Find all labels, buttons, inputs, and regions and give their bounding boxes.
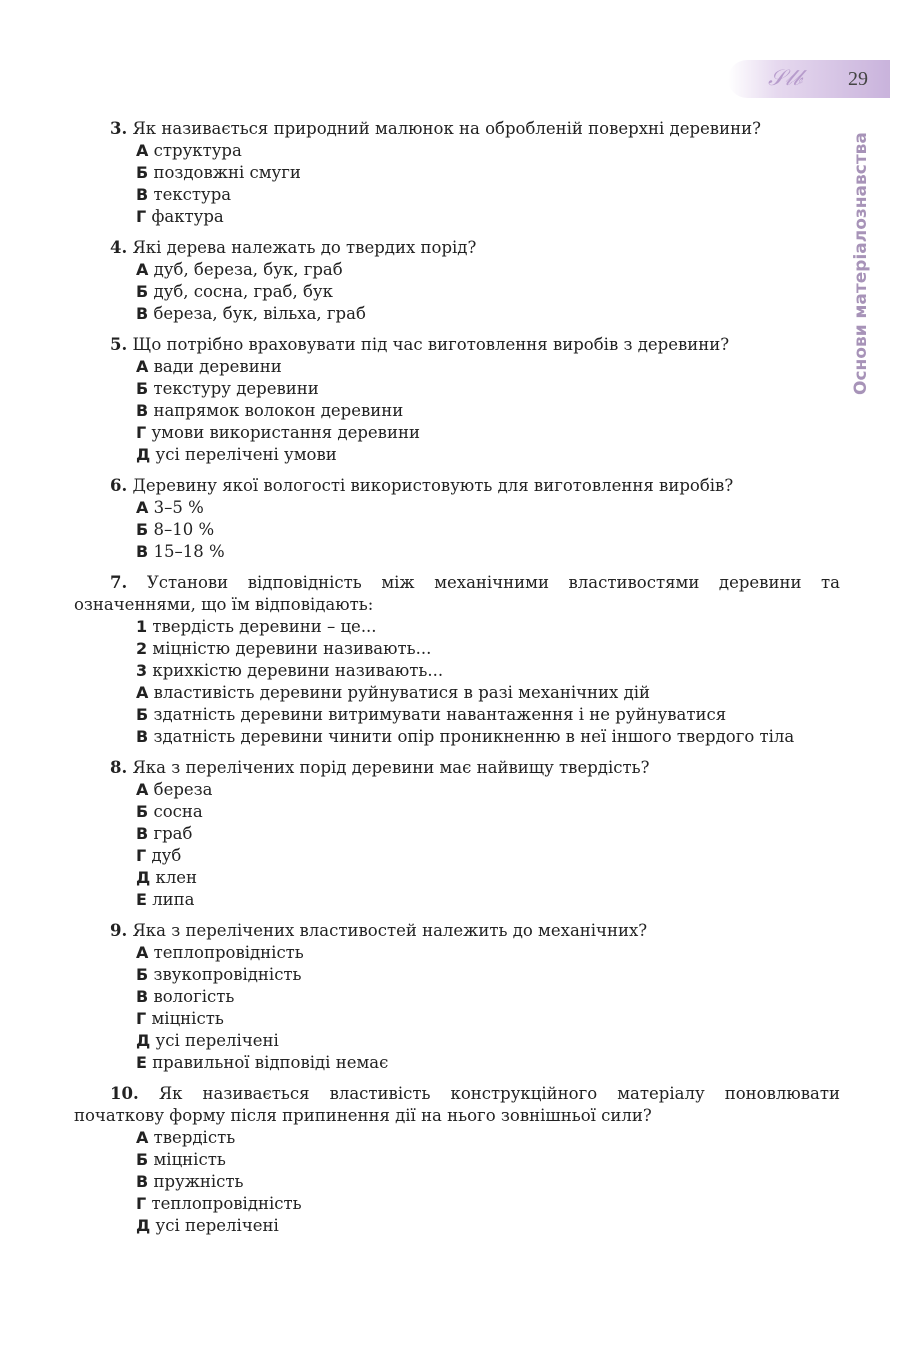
option-letter: Б <box>136 282 149 301</box>
answer-options <box>74 497 840 563</box>
option-text: властивість деревини руйнуватися в разі механічних дій <box>153 683 651 702</box>
question-number: 3. <box>110 119 128 138</box>
questions-list <box>74 118 840 1246</box>
option-letter: А <box>136 943 149 962</box>
option-text: поздовжні смуги <box>153 163 301 182</box>
answer-option <box>136 184 840 206</box>
answer-option <box>136 206 840 228</box>
answer-options <box>74 140 840 228</box>
option-letter: Б <box>136 163 149 182</box>
answer-option <box>136 303 840 325</box>
option-text: текстура <box>153 185 232 204</box>
question-body: Деревину якої вологості використовують для виготовлення виробів? <box>132 476 734 495</box>
option-letter: 3 <box>136 661 148 680</box>
question-item <box>74 757 840 911</box>
question-text <box>74 334 840 356</box>
decorative-swirl-icon: 𝒮𝓁𝒷 <box>768 66 802 91</box>
question-item <box>74 237 840 325</box>
option-letter: Б <box>136 379 149 398</box>
question-item <box>74 475 840 563</box>
option-text: міцність <box>151 1009 224 1028</box>
option-text: усі перелічені умови <box>155 445 337 464</box>
answer-option <box>136 444 840 466</box>
answer-option <box>136 1171 840 1193</box>
option-text: береза, бук, вільха, граб <box>153 304 366 323</box>
answer-option <box>136 986 840 1008</box>
option-letter: Г <box>136 1194 147 1213</box>
answer-option <box>136 638 840 660</box>
question-body: Установи відповідність між механічними властивостями деревини та означеннями, що їм відповідають: <box>74 573 840 614</box>
option-letter: Б <box>136 1150 149 1169</box>
question-text <box>74 1083 840 1127</box>
answer-option <box>136 259 840 281</box>
answer-option <box>136 964 840 986</box>
answer-option <box>136 1127 840 1149</box>
option-letter: Д <box>136 868 151 887</box>
option-letter: Д <box>136 1031 151 1050</box>
option-letter: Б <box>136 520 149 539</box>
answer-option <box>136 162 840 184</box>
option-text: клен <box>155 868 198 887</box>
answer-option <box>136 400 840 422</box>
option-letter: А <box>136 1128 149 1147</box>
question-text <box>74 572 840 616</box>
option-text: сосна <box>153 802 203 821</box>
option-letter: Б <box>136 965 149 984</box>
option-letter: А <box>136 260 149 279</box>
answer-option <box>136 779 840 801</box>
option-letter: В <box>136 1172 149 1191</box>
answer-option <box>136 519 840 541</box>
answer-options <box>74 779 840 911</box>
option-text: 3–5 % <box>153 498 204 517</box>
option-text: міцність <box>153 1150 226 1169</box>
option-text: пружність <box>153 1172 244 1191</box>
option-text: 15–18 % <box>153 542 225 561</box>
option-letter: Д <box>136 1216 151 1235</box>
page-number: 29 <box>848 68 868 90</box>
answer-option <box>136 541 840 563</box>
answer-option <box>136 1008 840 1030</box>
answer-option <box>136 1193 840 1215</box>
answer-option <box>136 660 840 682</box>
option-letter: В <box>136 304 149 323</box>
option-letter: Б <box>136 705 149 724</box>
answer-option <box>136 616 840 638</box>
option-text: усі перелічені <box>155 1031 279 1050</box>
option-letter: В <box>136 987 149 1006</box>
question-body: Які дерева належать до твердих порід? <box>132 238 477 257</box>
answer-options <box>74 616 840 748</box>
option-text: фактура <box>151 207 224 226</box>
option-text: теплопровідність <box>153 943 304 962</box>
option-letter: Г <box>136 1009 147 1028</box>
answer-options <box>74 259 840 325</box>
answer-option <box>136 422 840 444</box>
option-text: дуб, береза, бук, граб <box>153 260 343 279</box>
option-text: міцністю деревини називають... <box>152 639 432 658</box>
option-text: звукопровідність <box>153 965 302 984</box>
answer-options <box>74 942 840 1074</box>
question-number: 4. <box>110 238 128 257</box>
option-letter: В <box>136 542 149 561</box>
option-letter: Д <box>136 445 151 464</box>
question-number: 7. <box>110 573 128 592</box>
option-letter: А <box>136 498 149 517</box>
option-letter: Г <box>136 423 147 442</box>
question-number: 5. <box>110 335 128 354</box>
option-text: усі перелічені <box>155 1216 279 1235</box>
option-text: теплопровідність <box>151 1194 302 1213</box>
question-body: Що потрібно враховувати під час виготовлення виробів з деревини? <box>132 335 730 354</box>
answer-options <box>74 1127 840 1237</box>
question-body: Як називається природний малюнок на обробленій поверхні деревини? <box>132 119 761 138</box>
option-letter: В <box>136 727 149 746</box>
option-letter: Б <box>136 802 149 821</box>
option-text: текстуру деревини <box>153 379 319 398</box>
answer-option <box>136 497 840 519</box>
option-letter: Г <box>136 207 147 226</box>
question-item <box>74 334 840 466</box>
answer-option <box>136 378 840 400</box>
answer-option <box>136 867 840 889</box>
question-item <box>74 1083 840 1237</box>
answer-option <box>136 356 840 378</box>
question-body: Як називається властивість конструкційного матеріалу поновлювати початкову форму після припинення дії на нього зовнішньої сили? <box>74 1084 840 1125</box>
answer-option <box>136 281 840 303</box>
answer-option <box>136 1149 840 1171</box>
option-letter: Е <box>136 1053 147 1072</box>
answer-option <box>136 1215 840 1237</box>
answer-option <box>136 1030 840 1052</box>
option-text: дуб, сосна, граб, бук <box>153 282 333 301</box>
option-letter: А <box>136 780 149 799</box>
option-text: твердість <box>153 1128 236 1147</box>
answer-option <box>136 682 840 704</box>
option-text: структура <box>153 141 242 160</box>
question-text <box>74 757 840 779</box>
option-text: вологість <box>153 987 235 1006</box>
question-text <box>74 118 840 140</box>
question-item <box>74 572 840 748</box>
option-text: липа <box>152 890 195 909</box>
option-letter: А <box>136 357 149 376</box>
option-text: 8–10 % <box>153 520 215 539</box>
answer-option <box>136 889 840 911</box>
question-text <box>74 920 840 942</box>
option-letter: Е <box>136 890 147 909</box>
option-text: напрямок волокон деревини <box>153 401 404 420</box>
option-letter: А <box>136 683 149 702</box>
answer-option <box>136 704 840 726</box>
answer-option <box>136 726 840 748</box>
option-text: правильної відповіді немає <box>152 1053 389 1072</box>
answer-option <box>136 140 840 162</box>
option-text: береза <box>153 780 213 799</box>
option-text: здатність деревини чинити опір проникненню в неї іншого твердого тіла <box>153 727 795 746</box>
option-text: твердість деревини – це... <box>152 617 377 636</box>
question-number: 10. <box>110 1084 139 1103</box>
answer-option <box>136 801 840 823</box>
question-text <box>74 237 840 259</box>
option-letter: В <box>136 401 149 420</box>
answer-options <box>74 356 840 466</box>
question-body: Яка з перелічених порід деревини має найвищу твердість? <box>132 758 650 777</box>
option-letter: А <box>136 141 149 160</box>
question-body: Яка з перелічених властивостей належить до механічних? <box>132 921 648 940</box>
option-letter: 1 <box>136 617 148 636</box>
answer-option <box>136 942 840 964</box>
section-side-title: Основи матеріалознавства <box>851 132 871 395</box>
question-number: 8. <box>110 758 128 777</box>
option-text: умови використання деревини <box>151 423 420 442</box>
answer-option <box>136 1052 840 1074</box>
answer-option <box>136 823 840 845</box>
page-number-tab <box>728 60 890 98</box>
option-letter: В <box>136 185 149 204</box>
question-item <box>74 118 840 228</box>
question-text <box>74 475 840 497</box>
option-text: вади деревини <box>153 357 282 376</box>
option-letter: 2 <box>136 639 148 658</box>
question-number: 6. <box>110 476 128 495</box>
answer-option <box>136 845 840 867</box>
option-letter: Г <box>136 846 147 865</box>
option-text: здатність деревини витримувати навантаження і не руйнуватися <box>153 705 727 724</box>
question-number: 9. <box>110 921 128 940</box>
question-item <box>74 920 840 1074</box>
option-text: крихкістю деревини називають... <box>152 661 444 680</box>
option-text: граб <box>153 824 193 843</box>
option-text: дуб <box>151 846 182 865</box>
option-letter: В <box>136 824 149 843</box>
